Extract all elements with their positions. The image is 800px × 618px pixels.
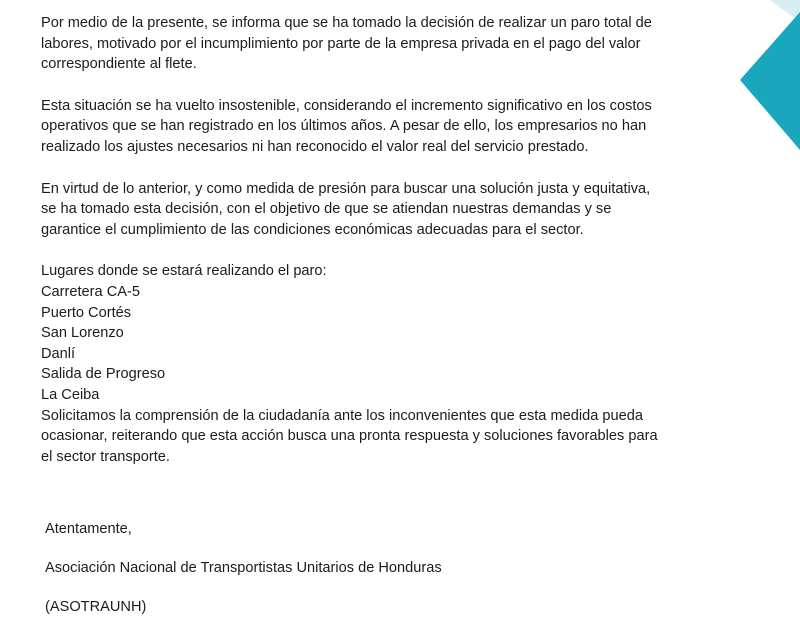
- places-section: [41, 261, 721, 467]
- place-item: Puerto Cortés: [41, 304, 132, 321]
- corner-decoration: [720, 0, 800, 160]
- organization-name: Asociación Nacional de Transportistas Unitarios de Honduras: [45, 560, 442, 577]
- paragraph-intro: [41, 13, 721, 75]
- text-line: Solicitamos la comprensión de la ciudadanía ante los inconvenientes que esta medida pueda: [41, 407, 643, 424]
- text-line: correspondiente al flete.: [41, 56, 197, 73]
- text-line: realizado los ajustes necesarios ni han reconocido el valor real del servicio prestado.: [41, 138, 589, 155]
- paragraph-situation: [41, 96, 721, 158]
- organization-abbreviation: (ASOTRAUNH): [45, 599, 147, 616]
- place-item: La Ceiba: [41, 386, 100, 403]
- place-item: Danlí: [41, 345, 76, 362]
- text-line: labores, motivado por el incumplimiento por parte de la empresa privada en el pago del valor: [41, 35, 641, 52]
- place-item: San Lorenzo: [41, 325, 124, 342]
- text-line: Esta situación se ha vuelto insostenible, considerando el incremento significativo en los costos: [41, 97, 652, 114]
- letter-body: [41, 13, 721, 467]
- text-line: garantice el cumplimiento de las condiciones económicas adecuadas para el sector.: [41, 221, 584, 238]
- signature-block: [45, 519, 442, 618]
- paragraph-decision: [41, 179, 721, 241]
- text-line: Por medio de la presente, se informa que se ha tomado la decisión de realizar un paro total de: [41, 15, 652, 31]
- text-line: el sector transporte.: [41, 448, 170, 465]
- text-line: En virtud de lo anterior, y como medida de presión para buscar una solución justa y equitativa,: [41, 180, 651, 197]
- signoff-text: Atentamente,: [45, 521, 132, 537]
- text-line: operativos que se han registrado en los últimos años. A pesar de ello, los empresarios no han: [41, 118, 647, 135]
- text-line: se ha tomado esta decisión, con el objetivo de que se atiendan nuestras demandas y se: [41, 201, 612, 218]
- corner-teal-shape: [740, 12, 800, 150]
- place-item: Carretera CA-5: [41, 283, 140, 300]
- place-item: Salida de Progreso: [41, 366, 166, 383]
- text-line: ocasionar, reiterando que esta acción busca una pronta respuesta y soluciones favorables para: [41, 428, 658, 445]
- places-heading: Lugares donde se estará realizando el paro:: [41, 263, 327, 280]
